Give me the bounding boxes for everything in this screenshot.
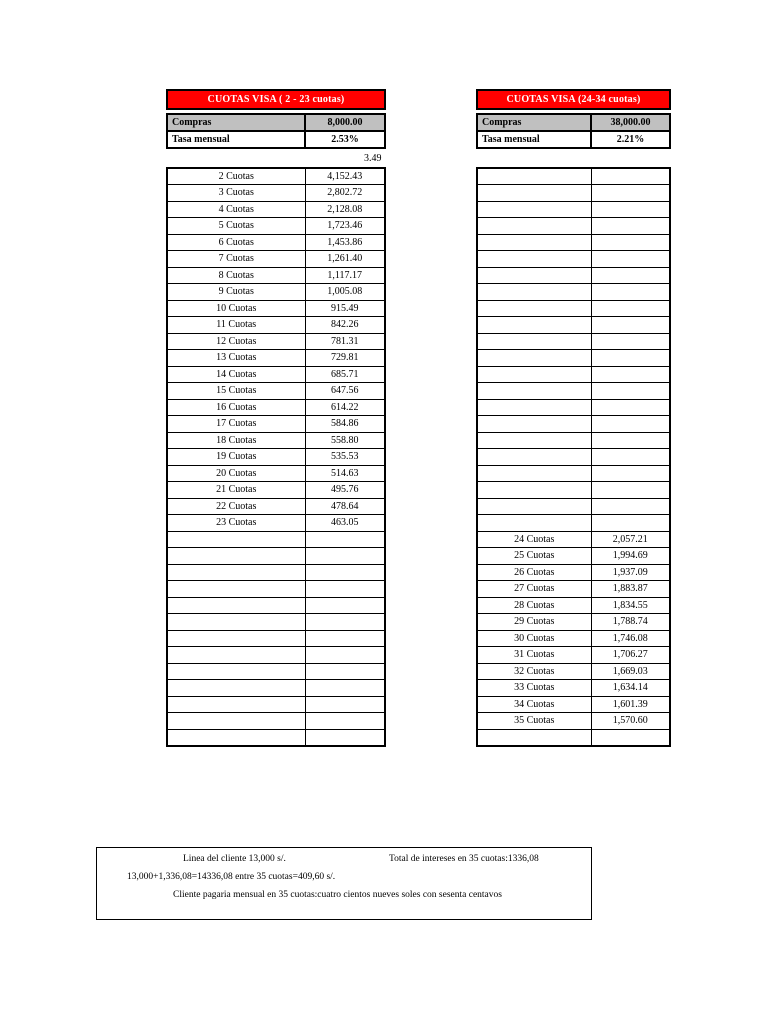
table-row bbox=[167, 729, 385, 746]
notes-box bbox=[96, 847, 592, 920]
cuotas-cell: 27 Cuotas bbox=[477, 581, 591, 598]
note-linea: Linea del cliente 13,000 s/. bbox=[183, 854, 286, 864]
table-row bbox=[477, 647, 670, 664]
monto-cell: 781.31 bbox=[305, 333, 385, 350]
table-row bbox=[477, 168, 670, 185]
cuotas-cell: 28 Cuotas bbox=[477, 597, 591, 614]
note-total: Total de intereses en 35 cuotas:1336,08 bbox=[389, 854, 539, 864]
monto-cell bbox=[305, 630, 385, 647]
monto-cell bbox=[591, 185, 670, 202]
cuotas-cell bbox=[167, 531, 305, 548]
cuotas-cell bbox=[477, 218, 591, 235]
monto-cell bbox=[305, 597, 385, 614]
monto-cell bbox=[305, 713, 385, 730]
monto-cell: 1,994.69 bbox=[591, 548, 670, 565]
monto-cell bbox=[591, 333, 670, 350]
left-tasa-value: 2.53% bbox=[305, 131, 385, 148]
table-row bbox=[167, 251, 385, 268]
table-row bbox=[477, 185, 670, 202]
table-row bbox=[167, 416, 385, 433]
cuotas-cell: 11 Cuotas bbox=[167, 317, 305, 334]
cuotas-cell bbox=[477, 284, 591, 301]
monto-cell: 2,128.08 bbox=[305, 201, 385, 218]
cuotas-cell: 33 Cuotas bbox=[477, 680, 591, 697]
monto-cell: 463.05 bbox=[305, 515, 385, 532]
cuotas-cell bbox=[477, 432, 591, 449]
table-row bbox=[167, 647, 385, 664]
cuotas-cell: 3 Cuotas bbox=[167, 185, 305, 202]
table-row bbox=[167, 531, 385, 548]
table-row bbox=[167, 317, 385, 334]
left-info-table bbox=[166, 113, 386, 149]
monto-cell bbox=[305, 614, 385, 631]
table-row bbox=[477, 597, 670, 614]
cuotas-cell bbox=[477, 185, 591, 202]
table-row bbox=[167, 168, 385, 185]
table-row bbox=[167, 234, 385, 251]
table-row bbox=[477, 548, 670, 565]
cuotas-cell bbox=[477, 399, 591, 416]
cuotas-cell: 26 Cuotas bbox=[477, 564, 591, 581]
monto-cell bbox=[305, 729, 385, 746]
cuotas-cell bbox=[167, 663, 305, 680]
table-row bbox=[477, 663, 670, 680]
table-row bbox=[477, 680, 670, 697]
cuotas-cell: 34 Cuotas bbox=[477, 696, 591, 713]
monto-cell: 514.63 bbox=[305, 465, 385, 482]
note-pago: Cliente pagaria mensual en 35 cuotas:cuatro cientos nueves soles con sesenta centavos bbox=[173, 890, 502, 900]
monto-cell bbox=[591, 366, 670, 383]
cuotas-cell: 12 Cuotas bbox=[167, 333, 305, 350]
table-row bbox=[477, 234, 670, 251]
monto-cell bbox=[591, 383, 670, 400]
cuotas-cell: 15 Cuotas bbox=[167, 383, 305, 400]
cuotas-cell bbox=[477, 416, 591, 433]
table-row bbox=[477, 515, 670, 532]
monto-cell: 558.80 bbox=[305, 432, 385, 449]
table-row bbox=[167, 630, 385, 647]
monto-cell bbox=[591, 498, 670, 515]
monto-cell bbox=[591, 465, 670, 482]
cuotas-cell: 24 Cuotas bbox=[477, 531, 591, 548]
table-row bbox=[167, 597, 385, 614]
cuotas-cell: 4 Cuotas bbox=[167, 201, 305, 218]
cuotas-cell bbox=[167, 647, 305, 664]
cuotas-cell bbox=[167, 729, 305, 746]
monto-cell bbox=[305, 696, 385, 713]
cuotas-cell bbox=[477, 267, 591, 284]
monto-cell bbox=[591, 449, 670, 466]
table-row bbox=[477, 251, 670, 268]
right-tasa-label: Tasa mensual bbox=[477, 131, 591, 148]
cuotas-cell bbox=[167, 680, 305, 697]
monto-cell: 1,788.74 bbox=[591, 614, 670, 631]
right-compras-value: 38,000.00 bbox=[591, 114, 670, 131]
table-row bbox=[167, 218, 385, 235]
table-row bbox=[167, 449, 385, 466]
monto-cell bbox=[591, 284, 670, 301]
monto-cell: 1,117.17 bbox=[305, 267, 385, 284]
cuotas-cell: 23 Cuotas bbox=[167, 515, 305, 532]
monto-cell: 584.86 bbox=[305, 416, 385, 433]
cuotas-cell: 13 Cuotas bbox=[167, 350, 305, 367]
table-row bbox=[477, 366, 670, 383]
cuotas-cell bbox=[167, 630, 305, 647]
table-row bbox=[477, 267, 670, 284]
right-compras-label: Compras bbox=[477, 114, 591, 131]
table-row bbox=[167, 366, 385, 383]
left-compras-label: Compras bbox=[167, 114, 305, 131]
cuotas-cell bbox=[477, 168, 591, 185]
monto-cell bbox=[305, 564, 385, 581]
monto-cell: 1,746.08 bbox=[591, 630, 670, 647]
table-row bbox=[167, 300, 385, 317]
table-row bbox=[167, 383, 385, 400]
monto-cell: 2,057.21 bbox=[591, 531, 670, 548]
table-row bbox=[477, 432, 670, 449]
table-row bbox=[167, 432, 385, 449]
cuotas-cell bbox=[477, 729, 591, 746]
table-row bbox=[167, 548, 385, 565]
table-row bbox=[167, 564, 385, 581]
cuotas-cell bbox=[167, 564, 305, 581]
table-row bbox=[167, 482, 385, 499]
monto-cell bbox=[591, 515, 670, 532]
cuotas-cell: 22 Cuotas bbox=[167, 498, 305, 515]
monto-cell bbox=[591, 432, 670, 449]
monto-cell: 1,883.87 bbox=[591, 581, 670, 598]
table-row bbox=[167, 284, 385, 301]
table-row bbox=[167, 515, 385, 532]
cuotas-cell: 2 Cuotas bbox=[167, 168, 305, 185]
monto-cell: 685.71 bbox=[305, 366, 385, 383]
right-info-table bbox=[476, 113, 671, 149]
monto-cell: 495.76 bbox=[305, 482, 385, 499]
cuotas-cell: 30 Cuotas bbox=[477, 630, 591, 647]
table-row bbox=[477, 284, 670, 301]
monto-cell bbox=[591, 416, 670, 433]
monto-cell: 1,706.27 bbox=[591, 647, 670, 664]
cuotas-cell bbox=[167, 696, 305, 713]
table-row bbox=[477, 729, 670, 746]
table-row bbox=[477, 449, 670, 466]
monto-cell bbox=[305, 647, 385, 664]
cuotas-cell bbox=[477, 333, 591, 350]
table-row bbox=[477, 713, 670, 730]
monto-cell bbox=[591, 729, 670, 746]
cuotas-cell bbox=[477, 482, 591, 499]
cuotas-cell bbox=[167, 581, 305, 598]
table-row bbox=[167, 201, 385, 218]
cuotas-cell bbox=[167, 548, 305, 565]
cuotas-cell bbox=[477, 300, 591, 317]
monto-cell bbox=[591, 317, 670, 334]
cuotas-cell: 14 Cuotas bbox=[167, 366, 305, 383]
cuotas-cell bbox=[167, 713, 305, 730]
monto-cell: 1,005.08 bbox=[305, 284, 385, 301]
table-row bbox=[167, 696, 385, 713]
table-row bbox=[167, 713, 385, 730]
table-row bbox=[477, 465, 670, 482]
cuotas-cell bbox=[167, 614, 305, 631]
cuotas-cell: 35 Cuotas bbox=[477, 713, 591, 730]
cuotas-cell: 6 Cuotas bbox=[167, 234, 305, 251]
cuotas-cell bbox=[477, 234, 591, 251]
monto-cell: 2,802.72 bbox=[305, 185, 385, 202]
cuotas-cell: 20 Cuotas bbox=[167, 465, 305, 482]
table-row bbox=[477, 218, 670, 235]
monto-cell bbox=[591, 267, 670, 284]
cuotas-cell: 31 Cuotas bbox=[477, 647, 591, 664]
cuotas-cell bbox=[477, 449, 591, 466]
monto-cell: 1,261.40 bbox=[305, 251, 385, 268]
monto-cell: 4,152.43 bbox=[305, 168, 385, 185]
monto-cell bbox=[305, 581, 385, 598]
table-row bbox=[167, 663, 385, 680]
right-tasa-value: 2.21% bbox=[591, 131, 670, 148]
monto-cell bbox=[591, 234, 670, 251]
cuotas-cell bbox=[477, 498, 591, 515]
cuotas-cell: 32 Cuotas bbox=[477, 663, 591, 680]
right-cuotas-table bbox=[476, 167, 671, 747]
table-row bbox=[167, 185, 385, 202]
cuotas-cell bbox=[477, 350, 591, 367]
cuotas-cell: 9 Cuotas bbox=[167, 284, 305, 301]
monto-cell: 535.53 bbox=[305, 449, 385, 466]
table-row bbox=[477, 531, 670, 548]
table-row bbox=[167, 333, 385, 350]
monto-cell: 614.22 bbox=[305, 399, 385, 416]
cuotas-cell bbox=[477, 515, 591, 532]
table-row bbox=[167, 350, 385, 367]
monto-cell: 647.56 bbox=[305, 383, 385, 400]
cuotas-cell bbox=[477, 201, 591, 218]
table-row bbox=[477, 201, 670, 218]
monto-cell: 1,723.46 bbox=[305, 218, 385, 235]
cuotas-cell: 8 Cuotas bbox=[167, 267, 305, 284]
cuotas-cell: 25 Cuotas bbox=[477, 548, 591, 565]
table-row bbox=[167, 267, 385, 284]
cuotas-cell bbox=[477, 383, 591, 400]
cuotas-cell bbox=[477, 251, 591, 268]
table-row bbox=[477, 614, 670, 631]
monto-cell bbox=[305, 663, 385, 680]
monto-cell: 1,937.09 bbox=[591, 564, 670, 581]
table-row bbox=[477, 581, 670, 598]
cuotas-cell bbox=[477, 317, 591, 334]
cuotas-cell bbox=[167, 597, 305, 614]
monto-cell: 729.81 bbox=[305, 350, 385, 367]
monto-cell bbox=[591, 251, 670, 268]
left-extra-value: 3.49 bbox=[364, 153, 382, 164]
table-row bbox=[477, 630, 670, 647]
left-cuotas-table bbox=[166, 167, 386, 747]
cuotas-cell: 18 Cuotas bbox=[167, 432, 305, 449]
note-calculo: 13,000+1,336,08=14336,08 entre 35 cuotas=409,60 s/. bbox=[127, 872, 336, 882]
monto-cell bbox=[591, 482, 670, 499]
table-row bbox=[167, 399, 385, 416]
monto-cell bbox=[591, 350, 670, 367]
left-table-title: CUOTAS VISA ( 2 - 23 cuotas) bbox=[166, 89, 386, 110]
monto-cell bbox=[305, 531, 385, 548]
left-compras-value: 8,000.00 bbox=[305, 114, 385, 131]
monto-cell: 1,669.03 bbox=[591, 663, 670, 680]
cuotas-cell: 16 Cuotas bbox=[167, 399, 305, 416]
cuotas-cell: 29 Cuotas bbox=[477, 614, 591, 631]
table-row bbox=[477, 350, 670, 367]
monto-cell: 1,570.60 bbox=[591, 713, 670, 730]
monto-cell bbox=[591, 300, 670, 317]
table-row bbox=[167, 465, 385, 482]
monto-cell: 1,601.39 bbox=[591, 696, 670, 713]
monto-cell bbox=[591, 399, 670, 416]
table-row bbox=[477, 482, 670, 499]
table-row bbox=[477, 333, 670, 350]
cuotas-cell: 21 Cuotas bbox=[167, 482, 305, 499]
cuotas-cell: 5 Cuotas bbox=[167, 218, 305, 235]
table-row bbox=[477, 498, 670, 515]
cuotas-cell bbox=[477, 366, 591, 383]
table-row bbox=[167, 498, 385, 515]
monto-cell bbox=[305, 680, 385, 697]
table-row bbox=[167, 581, 385, 598]
table-row bbox=[477, 317, 670, 334]
monto-cell: 1,453.86 bbox=[305, 234, 385, 251]
monto-cell: 1,634.14 bbox=[591, 680, 670, 697]
table-row bbox=[477, 416, 670, 433]
monto-cell: 478.64 bbox=[305, 498, 385, 515]
table-row bbox=[167, 614, 385, 631]
table-row bbox=[477, 383, 670, 400]
monto-cell bbox=[591, 201, 670, 218]
table-row bbox=[477, 300, 670, 317]
monto-cell bbox=[305, 548, 385, 565]
monto-cell bbox=[591, 218, 670, 235]
table-row bbox=[477, 564, 670, 581]
table-row bbox=[477, 696, 670, 713]
left-tasa-label: Tasa mensual bbox=[167, 131, 305, 148]
cuotas-cell: 17 Cuotas bbox=[167, 416, 305, 433]
monto-cell bbox=[591, 168, 670, 185]
cuotas-cell: 19 Cuotas bbox=[167, 449, 305, 466]
right-table-title: CUOTAS VISA (24-34 cuotas) bbox=[476, 89, 671, 110]
monto-cell: 842.26 bbox=[305, 317, 385, 334]
table-row bbox=[167, 680, 385, 697]
monto-cell: 915.49 bbox=[305, 300, 385, 317]
cuotas-cell: 10 Cuotas bbox=[167, 300, 305, 317]
monto-cell: 1,834.55 bbox=[591, 597, 670, 614]
cuotas-cell bbox=[477, 465, 591, 482]
table-row bbox=[477, 399, 670, 416]
cuotas-cell: 7 Cuotas bbox=[167, 251, 305, 268]
